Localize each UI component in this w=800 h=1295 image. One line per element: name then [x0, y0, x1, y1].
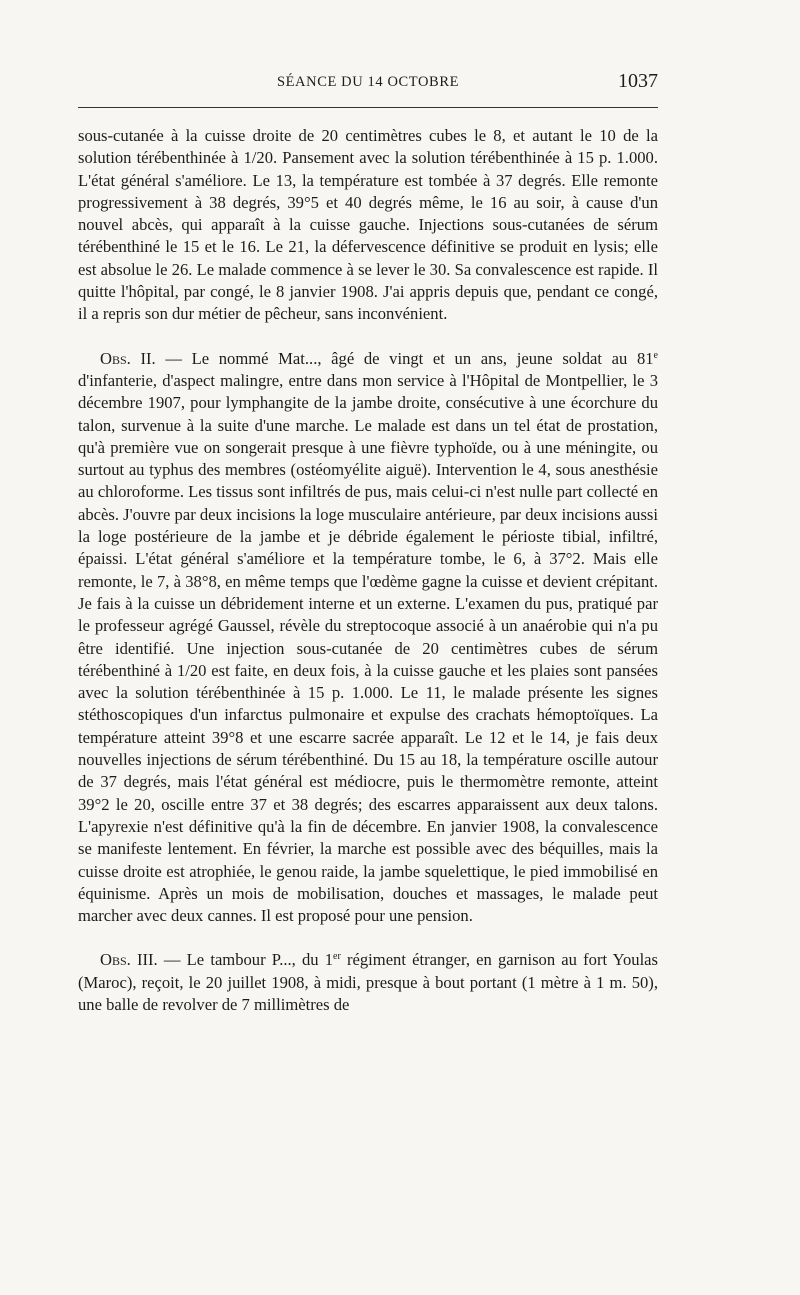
paragraph-continuation: sous-cutanée à la cuisse droite de 20 centimètres cubes le 8, et autant le 10 de la solution térébenthinée à 1/20. Pansement avec la solution térébenthinée à 15 p. 1.000. L'état général s'améliore. Le 13, la température est tombée à 37 degrés. Elle remonte progressivement à 38 degrés, 39°5 et 40 degrés même, le 16 au soir, à cause d'un nouvel abcès, qui apparaît à la cuisse gauche. Injections sous-cutanées de sérum térébenthiné le 15 et le 16. Le 21, la défervescence définitive se produit en lysis; elle est absolue le 26. Le malade commence à se lever le 30. Sa convalescence est rapide. Il quitte l'hôpital, par congé, le 8 janvier 1908. J'ai appris depuis que, pendant ce congé, il a repris son dur métier de pêcheur, sans inconvénient. [78, 126, 658, 324]
paragraph-obs-2 [78, 348, 658, 928]
obs-3-text-a: — Le tambour P..., du 1 [157, 950, 334, 970]
page-number: 1037 [618, 70, 658, 92]
obs-3-label: Obs. III. [100, 950, 158, 970]
obs-2-superscript: e [653, 349, 658, 361]
obs-3-text-b: régiment étranger, en garnison au fort Youlas (Maroc), reçoit, le 20 juillet 1908, à midi, presque à bout portant (1 mètre à 1 m. 50), une balle de revolver de 7 millimètres de [78, 950, 658, 1014]
page-header [78, 70, 658, 100]
obs-2-text-b: d'infanterie, d'aspect malingre, entre dans mon service à l'Hôpital de Montpellier, le 3 décembre 1907, pour lymphangite de la jambe droite, consécutive à une écorchure du talon, survenue à la suite d'une marche. Le malade est dans un tel état de prostation, qu'à première vue on songerait presque à une fièvre typhoïde, ou à une méningite, ou surtout au typhus des membres (ostéomyélite aiguë). Intervention le 4, sous anesthésie au chloroforme. Les tissus sont infiltrés de pus, mais celui-ci n'est nulle part collecté en abcès. J'ouvre par deux incisions la loge musculaire antérieure, par deux incisions aussi la loge postérieure de la jambe et je débride également le périoste tibial, infiltré, épaissi. L'état général s'améliore et la température tombe, le 6, à 37°2. Mais elle remonte, le 7, à 38°8, en même temps que l'œdème gagne la cuisse et devient crépitant. Je fais à la cuisse un débridement interne et un externe. L'examen du pus, pratiqué par le professeur agrégé Gaussel, révèle du streptocoque associé à un anaérobie qui n'a pu être identifié. Une injection sous-cutanée de 20 centimètres cubes de sérum térébenthiné à 1/20 est faite, en deux fois, à la cuisse gauche et les plaies sont pansées avec la solution térébenthinée à 15 p. 1.000. Le 11, le malade présente les signes stéthoscopiques d'un infarctus pulmonaire et expulse des crachats hémoptoïques. La température atteint 39°8 et une escarre sacrée apparaît. Le 12 et le 14, je fais deux nouvelles injections de sérum térébenthiné. Du 15 au 18, la température oscille autour de 37 degrés, mais l'état général est médiocre, puis le thermomètre remonte, atteint 39°2 le 20, oscille entre 37 et 38 degrés; des escarres apparaissent aux deux talons. L'apyrexie n'est définitive qu'à la fin de décembre. En janvier 1908, la convalescence se manifeste lentement. En février, la marche est possible avec des béquilles, mais la cuisse droite est atrophiée, le genou raide, la jambe squelettique, le pied immobilisé en équinisme. Après un mois de mobilisation, douches et massages, le malade peut marcher avec deux cannes. Il est proposé pour une pension. [78, 370, 658, 926]
paragraph-obs-3 [78, 949, 658, 1016]
body-text [78, 125, 658, 1016]
obs-2-text-a: — Le nommé Mat..., âgé de vingt et un ans, jeune soldat au 81 [155, 348, 654, 368]
header-rule [78, 107, 658, 108]
obs-3-superscript: er [333, 951, 341, 963]
running-head: SÉANCE DU 14 OCTOBRE [276, 74, 460, 90]
obs-2-label: Obs. II. [100, 348, 156, 368]
